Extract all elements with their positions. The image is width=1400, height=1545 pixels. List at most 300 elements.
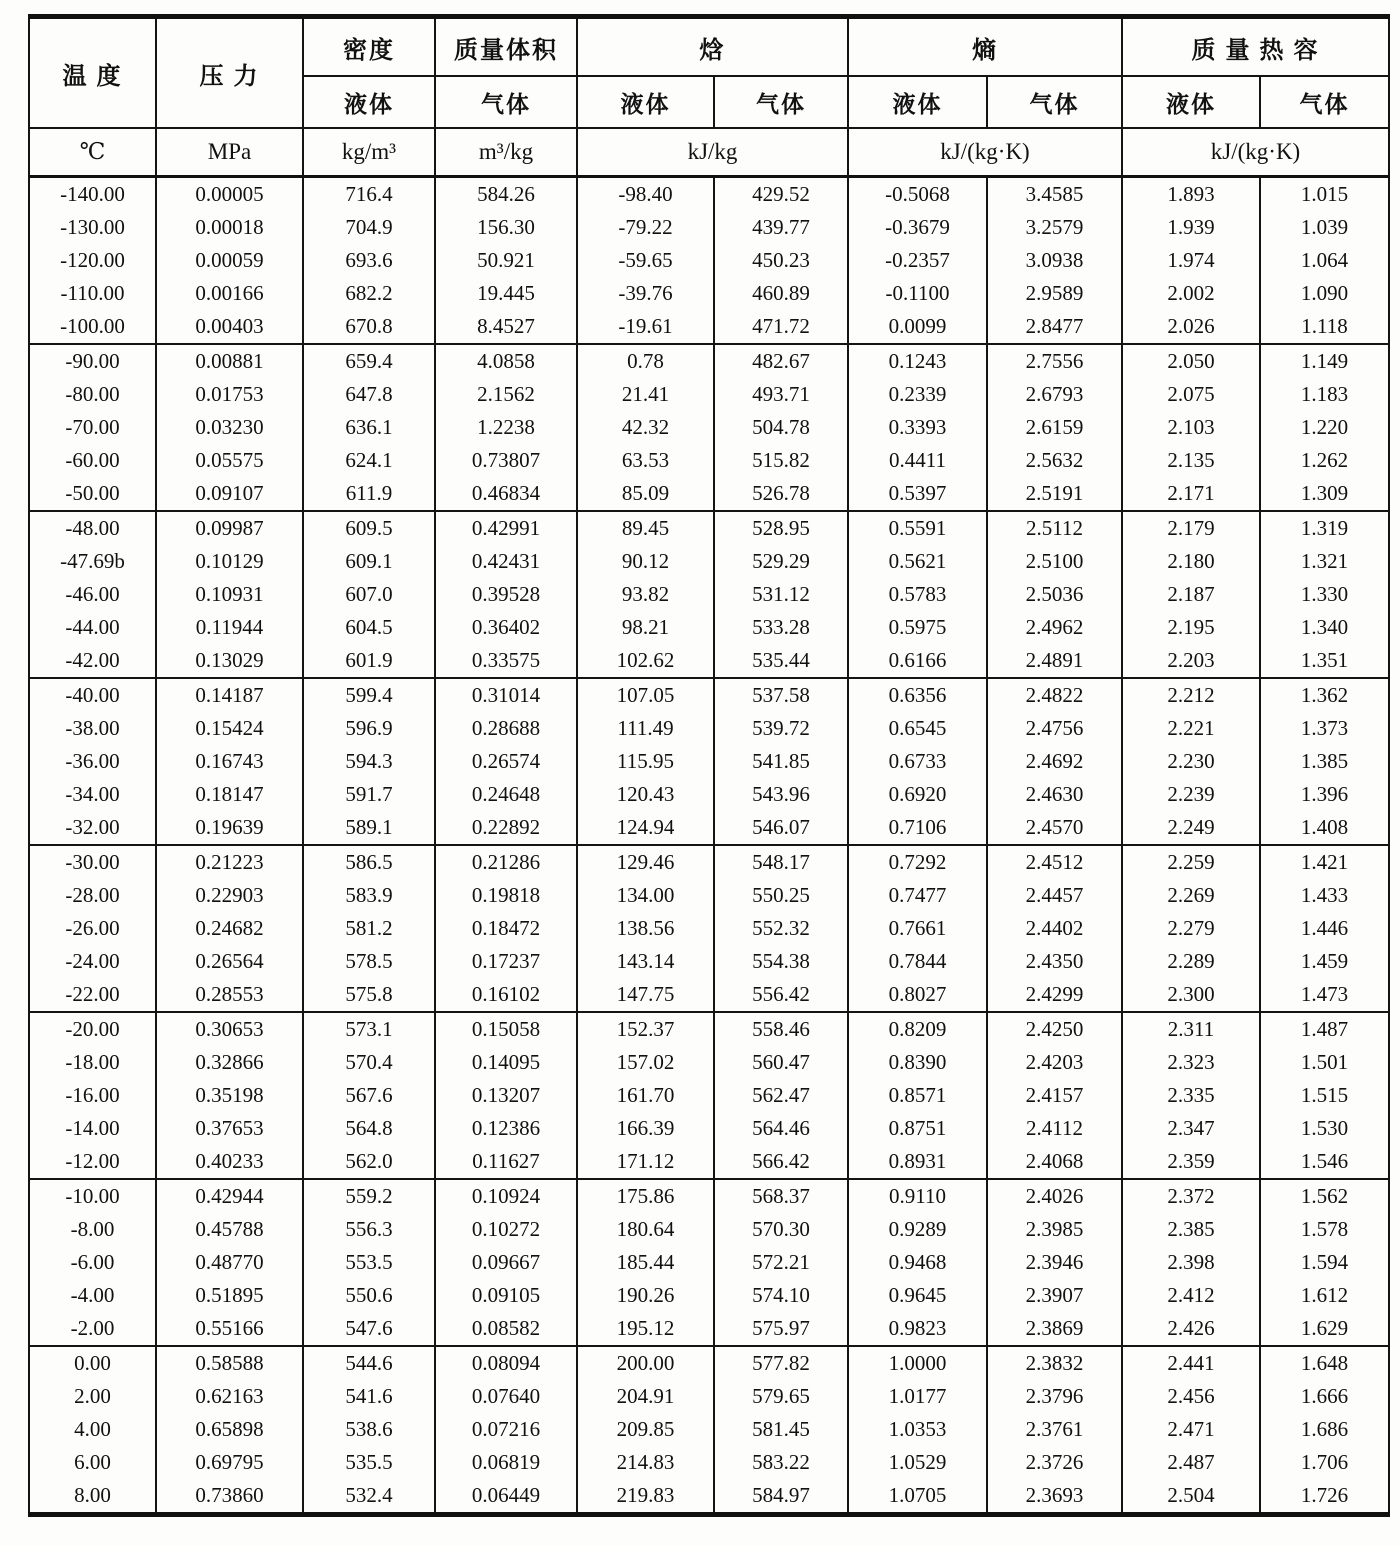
cell-density-liquid: 575.8 [303, 978, 435, 1012]
cell-heat-capacity-gas: 1.629 [1260, 1312, 1389, 1346]
cell-density-liquid: 538.6 [303, 1413, 435, 1446]
cell-temperature: -70.00 [29, 411, 156, 444]
cell-heat-capacity-gas: 1.183 [1260, 378, 1389, 411]
cell-entropy-liquid: 0.8209 [848, 1012, 987, 1046]
header-enthalpy: 焓 [577, 17, 848, 77]
cell-heat-capacity-liquid: 2.026 [1122, 310, 1260, 344]
cell-enthalpy-liquid: 85.09 [577, 477, 714, 511]
subheader-heat-capacity-gas: 气体 [1260, 76, 1389, 128]
header-heat-capacity: 质 量 热 容 [1122, 17, 1389, 77]
cell-pressure: 0.26564 [156, 945, 303, 978]
cell-pressure: 0.01753 [156, 378, 303, 411]
cell-density-liquid: 596.9 [303, 712, 435, 745]
cell-entropy-liquid: 1.0529 [848, 1446, 987, 1479]
cell-temperature: -12.00 [29, 1145, 156, 1179]
cell-enthalpy-gas: 460.89 [714, 277, 848, 310]
cell-entropy-liquid: 0.7292 [848, 845, 987, 879]
cell-temperature: 4.00 [29, 1413, 156, 1446]
cell-specific-volume-gas: 0.11627 [435, 1145, 577, 1179]
cell-enthalpy-gas: 429.52 [714, 177, 848, 212]
cell-entropy-gas: 2.3796 [987, 1380, 1122, 1413]
cell-temperature: 2.00 [29, 1380, 156, 1413]
cell-enthalpy-gas: 539.72 [714, 712, 848, 745]
cell-temperature: -90.00 [29, 344, 156, 378]
cell-heat-capacity-gas: 1.220 [1260, 411, 1389, 444]
cell-enthalpy-gas: 560.47 [714, 1046, 848, 1079]
cell-enthalpy-gas: 450.23 [714, 244, 848, 277]
cell-heat-capacity-liquid: 2.195 [1122, 611, 1260, 644]
cell-specific-volume-gas: 0.42991 [435, 511, 577, 545]
cell-specific-volume-gas: 0.33575 [435, 644, 577, 678]
cell-specific-volume-gas: 0.09105 [435, 1279, 577, 1312]
cell-enthalpy-liquid: -59.65 [577, 244, 714, 277]
cell-pressure: 0.00005 [156, 177, 303, 212]
cell-entropy-liquid: 0.0099 [848, 310, 987, 344]
table-row [29, 678, 1389, 712]
cell-enthalpy-gas: 552.32 [714, 912, 848, 945]
cell-entropy-liquid: 0.5591 [848, 511, 987, 545]
cell-entropy-liquid: -0.2357 [848, 244, 987, 277]
table-row [29, 644, 1389, 678]
cell-pressure: 0.21223 [156, 845, 303, 879]
cell-enthalpy-gas: 471.72 [714, 310, 848, 344]
cell-temperature: -46.00 [29, 578, 156, 611]
cell-temperature: -140.00 [29, 177, 156, 212]
cell-enthalpy-gas: 537.58 [714, 678, 848, 712]
table-row [29, 1179, 1389, 1213]
cell-entropy-gas: 2.5112 [987, 511, 1122, 545]
cell-temperature: -26.00 [29, 912, 156, 945]
cell-enthalpy-gas: 541.85 [714, 745, 848, 778]
cell-specific-volume-gas: 0.28688 [435, 712, 577, 745]
cell-heat-capacity-liquid: 2.249 [1122, 811, 1260, 845]
cell-enthalpy-gas: 577.82 [714, 1346, 848, 1380]
cell-temperature: -2.00 [29, 1312, 156, 1346]
cell-enthalpy-liquid: 180.64 [577, 1213, 714, 1246]
cell-pressure: 0.11944 [156, 611, 303, 644]
cell-density-liquid: 604.5 [303, 611, 435, 644]
table-row [29, 211, 1389, 244]
cell-enthalpy-liquid: 214.83 [577, 1446, 714, 1479]
table-row [29, 1012, 1389, 1046]
cell-specific-volume-gas: 19.445 [435, 277, 577, 310]
cell-density-liquid: 624.1 [303, 444, 435, 477]
cell-temperature: -44.00 [29, 611, 156, 644]
cell-density-liquid: 609.5 [303, 511, 435, 545]
cell-pressure: 0.28553 [156, 978, 303, 1012]
cell-entropy-liquid: 0.9289 [848, 1213, 987, 1246]
cell-enthalpy-liquid: 185.44 [577, 1246, 714, 1279]
table-row [29, 1213, 1389, 1246]
table-row [29, 477, 1389, 511]
cell-heat-capacity-gas: 1.090 [1260, 277, 1389, 310]
cell-specific-volume-gas: 0.36402 [435, 611, 577, 644]
table-row [29, 578, 1389, 611]
cell-entropy-liquid: -0.3679 [848, 211, 987, 244]
cell-enthalpy-liquid: 107.05 [577, 678, 714, 712]
subheader-enthalpy-liquid: 液体 [577, 76, 714, 128]
cell-entropy-liquid: 1.0705 [848, 1479, 987, 1515]
cell-density-liquid: 581.2 [303, 912, 435, 945]
cell-density-liquid: 550.6 [303, 1279, 435, 1312]
cell-entropy-liquid: 0.2339 [848, 378, 987, 411]
cell-enthalpy-liquid: 42.32 [577, 411, 714, 444]
cell-specific-volume-gas: 0.08582 [435, 1312, 577, 1346]
cell-enthalpy-gas: 543.96 [714, 778, 848, 811]
cell-temperature: -42.00 [29, 644, 156, 678]
cell-entropy-gas: 3.0938 [987, 244, 1122, 277]
table-row [29, 177, 1389, 212]
cell-heat-capacity-liquid: 2.426 [1122, 1312, 1260, 1346]
cell-entropy-liquid: 0.7477 [848, 879, 987, 912]
cell-enthalpy-liquid: 115.95 [577, 745, 714, 778]
table-row [29, 1279, 1389, 1312]
cell-enthalpy-liquid: 89.45 [577, 511, 714, 545]
cell-heat-capacity-liquid: 2.259 [1122, 845, 1260, 879]
cell-enthalpy-liquid: 120.43 [577, 778, 714, 811]
cell-entropy-gas: 2.9589 [987, 277, 1122, 310]
cell-pressure: 0.65898 [156, 1413, 303, 1446]
row-group [29, 344, 1389, 511]
cell-heat-capacity-liquid: 2.103 [1122, 411, 1260, 444]
cell-density-liquid: 562.0 [303, 1145, 435, 1179]
cell-specific-volume-gas: 0.08094 [435, 1346, 577, 1380]
cell-heat-capacity-liquid: 2.385 [1122, 1213, 1260, 1246]
cell-enthalpy-gas: 562.47 [714, 1079, 848, 1112]
cell-pressure: 0.18147 [156, 778, 303, 811]
cell-heat-capacity-gas: 1.351 [1260, 644, 1389, 678]
cell-specific-volume-gas: 0.22892 [435, 811, 577, 845]
cell-pressure: 0.40233 [156, 1145, 303, 1179]
cell-heat-capacity-liquid: 2.269 [1122, 879, 1260, 912]
cell-entropy-gas: 2.3761 [987, 1413, 1122, 1446]
cell-enthalpy-liquid: 143.14 [577, 945, 714, 978]
cell-density-liquid: 559.2 [303, 1179, 435, 1213]
cell-entropy-gas: 2.3832 [987, 1346, 1122, 1380]
cell-density-liquid: 659.4 [303, 344, 435, 378]
cell-pressure: 0.45788 [156, 1213, 303, 1246]
table-row [29, 1145, 1389, 1179]
cell-specific-volume-gas: 0.31014 [435, 678, 577, 712]
cell-pressure: 0.22903 [156, 879, 303, 912]
cell-pressure: 0.55166 [156, 1312, 303, 1346]
cell-temperature: -40.00 [29, 678, 156, 712]
cell-pressure: 0.42944 [156, 1179, 303, 1213]
cell-specific-volume-gas: 0.26574 [435, 745, 577, 778]
cell-specific-volume-gas: 0.10272 [435, 1213, 577, 1246]
cell-temperature: -14.00 [29, 1112, 156, 1145]
table-row [29, 1380, 1389, 1413]
cell-heat-capacity-gas: 1.118 [1260, 310, 1389, 344]
cell-specific-volume-gas: 1.2238 [435, 411, 577, 444]
cell-temperature: -48.00 [29, 511, 156, 545]
cell-enthalpy-gas: 550.25 [714, 879, 848, 912]
cell-enthalpy-liquid: 175.86 [577, 1179, 714, 1213]
cell-entropy-gas: 2.4457 [987, 879, 1122, 912]
cell-specific-volume-gas: 0.07216 [435, 1413, 577, 1446]
cell-pressure: 0.10931 [156, 578, 303, 611]
cell-density-liquid: 570.4 [303, 1046, 435, 1079]
cell-heat-capacity-liquid: 2.279 [1122, 912, 1260, 945]
saturation-properties-table [28, 14, 1390, 1517]
cell-pressure: 0.00059 [156, 244, 303, 277]
cell-density-liquid: 611.9 [303, 477, 435, 511]
cell-heat-capacity-liquid: 2.212 [1122, 678, 1260, 712]
cell-heat-capacity-gas: 1.421 [1260, 845, 1389, 879]
cell-specific-volume-gas: 0.16102 [435, 978, 577, 1012]
cell-heat-capacity-gas: 1.546 [1260, 1145, 1389, 1179]
cell-heat-capacity-gas: 1.433 [1260, 879, 1389, 912]
cell-entropy-gas: 2.3907 [987, 1279, 1122, 1312]
cell-pressure: 0.69795 [156, 1446, 303, 1479]
table-row [29, 945, 1389, 978]
cell-density-liquid: 601.9 [303, 644, 435, 678]
cell-enthalpy-gas: 564.46 [714, 1112, 848, 1145]
cell-specific-volume-gas: 0.24648 [435, 778, 577, 811]
subheader-density-liquid: 液体 [303, 76, 435, 128]
cell-specific-volume-gas: 0.39528 [435, 578, 577, 611]
cell-heat-capacity-gas: 1.446 [1260, 912, 1389, 945]
cell-heat-capacity-liquid: 1.893 [1122, 177, 1260, 212]
cell-entropy-gas: 2.4203 [987, 1046, 1122, 1079]
row-group [29, 845, 1389, 1012]
cell-specific-volume-gas: 8.4527 [435, 310, 577, 344]
cell-enthalpy-gas: 548.17 [714, 845, 848, 879]
cell-entropy-gas: 3.4585 [987, 177, 1122, 212]
cell-enthalpy-gas: 526.78 [714, 477, 848, 511]
cell-pressure: 0.51895 [156, 1279, 303, 1312]
cell-specific-volume-gas: 0.46834 [435, 477, 577, 511]
cell-entropy-gas: 2.4630 [987, 778, 1122, 811]
cell-entropy-liquid: 0.9645 [848, 1279, 987, 1312]
cell-temperature: -10.00 [29, 1179, 156, 1213]
cell-enthalpy-liquid: 157.02 [577, 1046, 714, 1079]
unit-heat-capacity: kJ/(kg·K) [1122, 128, 1389, 177]
cell-pressure: 0.73860 [156, 1479, 303, 1515]
cell-enthalpy-gas: 533.28 [714, 611, 848, 644]
cell-heat-capacity-liquid: 2.300 [1122, 978, 1260, 1012]
cell-enthalpy-gas: 566.42 [714, 1145, 848, 1179]
cell-density-liquid: 553.5 [303, 1246, 435, 1279]
cell-heat-capacity-gas: 1.648 [1260, 1346, 1389, 1380]
cell-density-liquid: 594.3 [303, 745, 435, 778]
table-row [29, 978, 1389, 1012]
cell-temperature: -20.00 [29, 1012, 156, 1046]
cell-specific-volume-gas: 0.09667 [435, 1246, 577, 1279]
cell-enthalpy-gas: 581.45 [714, 1413, 848, 1446]
cell-entropy-gas: 2.7556 [987, 344, 1122, 378]
cell-enthalpy-gas: 572.21 [714, 1246, 848, 1279]
cell-entropy-gas: 2.4962 [987, 611, 1122, 644]
cell-enthalpy-liquid: 124.94 [577, 811, 714, 845]
cell-enthalpy-liquid: 209.85 [577, 1413, 714, 1446]
cell-enthalpy-liquid: -39.76 [577, 277, 714, 310]
cell-entropy-liquid: 0.9110 [848, 1179, 987, 1213]
cell-heat-capacity-gas: 1.666 [1260, 1380, 1389, 1413]
cell-entropy-gas: 2.3869 [987, 1312, 1122, 1346]
cell-entropy-gas: 2.4822 [987, 678, 1122, 712]
table-row [29, 1479, 1389, 1515]
table-row [29, 1346, 1389, 1380]
cell-heat-capacity-liquid: 2.050 [1122, 344, 1260, 378]
cell-specific-volume-gas: 0.12386 [435, 1112, 577, 1145]
cell-density-liquid: 589.1 [303, 811, 435, 845]
cell-entropy-gas: 2.4350 [987, 945, 1122, 978]
cell-heat-capacity-liquid: 2.471 [1122, 1413, 1260, 1446]
cell-entropy-liquid: 0.5975 [848, 611, 987, 644]
cell-density-liquid: 599.4 [303, 678, 435, 712]
cell-enthalpy-liquid: 138.56 [577, 912, 714, 945]
subheader-enthalpy-gas: 气体 [714, 76, 848, 128]
cell-temperature: -50.00 [29, 477, 156, 511]
cell-specific-volume-gas: 0.19818 [435, 879, 577, 912]
table-row [29, 277, 1389, 310]
row-group [29, 511, 1389, 678]
cell-temperature: -120.00 [29, 244, 156, 277]
cell-entropy-liquid: 0.1243 [848, 344, 987, 378]
cell-heat-capacity-liquid: 2.487 [1122, 1446, 1260, 1479]
cell-specific-volume-gas: 0.17237 [435, 945, 577, 978]
cell-entropy-gas: 2.4891 [987, 644, 1122, 678]
cell-entropy-liquid: 1.0000 [848, 1346, 987, 1380]
cell-heat-capacity-gas: 1.612 [1260, 1279, 1389, 1312]
header-temperature: 温 度 [29, 17, 156, 129]
cell-enthalpy-liquid: -19.61 [577, 310, 714, 344]
unit-entropy: kJ/(kg·K) [848, 128, 1122, 177]
cell-enthalpy-gas: 579.65 [714, 1380, 848, 1413]
cell-density-liquid: 578.5 [303, 945, 435, 978]
table-header [29, 17, 1389, 177]
row-group [29, 1179, 1389, 1346]
cell-heat-capacity-liquid: 2.372 [1122, 1179, 1260, 1213]
cell-entropy-liquid: 0.6733 [848, 745, 987, 778]
cell-enthalpy-gas: 568.37 [714, 1179, 848, 1213]
cell-temperature: -130.00 [29, 211, 156, 244]
cell-density-liquid: 636.1 [303, 411, 435, 444]
table-row [29, 411, 1389, 444]
cell-enthalpy-gas: 584.97 [714, 1479, 848, 1515]
table-row [29, 545, 1389, 578]
cell-density-liquid: 591.7 [303, 778, 435, 811]
cell-density-liquid: 682.2 [303, 277, 435, 310]
cell-enthalpy-gas: 531.12 [714, 578, 848, 611]
cell-specific-volume-gas: 0.06449 [435, 1479, 577, 1515]
table-row [29, 778, 1389, 811]
table-row [29, 244, 1389, 277]
cell-enthalpy-liquid: 0.78 [577, 344, 714, 378]
cell-entropy-liquid: -0.5068 [848, 177, 987, 212]
cell-enthalpy-liquid: -98.40 [577, 177, 714, 212]
cell-entropy-gas: 3.2579 [987, 211, 1122, 244]
cell-density-liquid: 586.5 [303, 845, 435, 879]
cell-specific-volume-gas: 0.21286 [435, 845, 577, 879]
cell-heat-capacity-gas: 1.578 [1260, 1213, 1389, 1246]
cell-heat-capacity-gas: 1.064 [1260, 244, 1389, 277]
cell-heat-capacity-gas: 1.515 [1260, 1079, 1389, 1112]
cell-enthalpy-gas: 482.67 [714, 344, 848, 378]
cell-temperature: -22.00 [29, 978, 156, 1012]
header-pressure: 压 力 [156, 17, 303, 129]
cell-entropy-liquid: 0.8931 [848, 1145, 987, 1179]
cell-enthalpy-liquid: 152.37 [577, 1012, 714, 1046]
cell-specific-volume-gas: 4.0858 [435, 344, 577, 378]
cell-heat-capacity-gas: 1.706 [1260, 1446, 1389, 1479]
cell-density-liquid: 607.0 [303, 578, 435, 611]
cell-enthalpy-liquid: 171.12 [577, 1145, 714, 1179]
table-row [29, 1079, 1389, 1112]
cell-pressure: 0.13029 [156, 644, 303, 678]
cell-pressure: 0.00403 [156, 310, 303, 344]
cell-enthalpy-gas: 535.44 [714, 644, 848, 678]
cell-heat-capacity-liquid: 2.075 [1122, 378, 1260, 411]
cell-heat-capacity-gas: 1.340 [1260, 611, 1389, 644]
cell-entropy-gas: 2.5191 [987, 477, 1122, 511]
cell-entropy-gas: 2.4512 [987, 845, 1122, 879]
cell-specific-volume-gas: 0.18472 [435, 912, 577, 945]
cell-heat-capacity-liquid: 2.398 [1122, 1246, 1260, 1279]
cell-heat-capacity-gas: 1.487 [1260, 1012, 1389, 1046]
cell-heat-capacity-liquid: 2.002 [1122, 277, 1260, 310]
cell-density-liquid: 693.6 [303, 244, 435, 277]
cell-enthalpy-liquid: 98.21 [577, 611, 714, 644]
cell-enthalpy-gas: 493.71 [714, 378, 848, 411]
cell-enthalpy-liquid: 161.70 [577, 1079, 714, 1112]
table-row [29, 1246, 1389, 1279]
cell-temperature: -60.00 [29, 444, 156, 477]
cell-temperature: -28.00 [29, 879, 156, 912]
cell-specific-volume-gas: 0.06819 [435, 1446, 577, 1479]
cell-heat-capacity-liquid: 2.504 [1122, 1479, 1260, 1515]
cell-enthalpy-liquid: 63.53 [577, 444, 714, 477]
cell-heat-capacity-liquid: 2.179 [1122, 511, 1260, 545]
cell-pressure: 0.58588 [156, 1346, 303, 1380]
cell-heat-capacity-liquid: 2.359 [1122, 1145, 1260, 1179]
cell-heat-capacity-gas: 1.330 [1260, 578, 1389, 611]
cell-heat-capacity-gas: 1.319 [1260, 511, 1389, 545]
cell-pressure: 0.35198 [156, 1079, 303, 1112]
cell-entropy-gas: 2.4402 [987, 912, 1122, 945]
cell-entropy-liquid: 0.5621 [848, 545, 987, 578]
row-group [29, 678, 1389, 845]
cell-heat-capacity-gas: 1.726 [1260, 1479, 1389, 1515]
cell-enthalpy-gas: 529.29 [714, 545, 848, 578]
cell-heat-capacity-gas: 1.309 [1260, 477, 1389, 511]
table-row [29, 745, 1389, 778]
cell-enthalpy-liquid: 90.12 [577, 545, 714, 578]
cell-entropy-liquid: 0.5397 [848, 477, 987, 511]
cell-density-liquid: 609.1 [303, 545, 435, 578]
cell-entropy-liquid: -0.1100 [848, 277, 987, 310]
cell-temperature: -6.00 [29, 1246, 156, 1279]
cell-entropy-gas: 2.4026 [987, 1179, 1122, 1213]
table-row [29, 444, 1389, 477]
cell-heat-capacity-liquid: 2.456 [1122, 1380, 1260, 1413]
cell-pressure: 0.09107 [156, 477, 303, 511]
cell-enthalpy-gas: 439.77 [714, 211, 848, 244]
cell-temperature: -8.00 [29, 1213, 156, 1246]
cell-heat-capacity-gas: 1.459 [1260, 945, 1389, 978]
row-group [29, 177, 1389, 345]
cell-entropy-liquid: 0.8027 [848, 978, 987, 1012]
cell-enthalpy-liquid: 134.00 [577, 879, 714, 912]
cell-temperature: -34.00 [29, 778, 156, 811]
cell-entropy-liquid: 0.8390 [848, 1046, 987, 1079]
cell-enthalpy-gas: 570.30 [714, 1213, 848, 1246]
cell-pressure: 0.15424 [156, 712, 303, 745]
cell-enthalpy-gas: 528.95 [714, 511, 848, 545]
table-row [29, 1413, 1389, 1446]
cell-specific-volume-gas: 0.73807 [435, 444, 577, 477]
